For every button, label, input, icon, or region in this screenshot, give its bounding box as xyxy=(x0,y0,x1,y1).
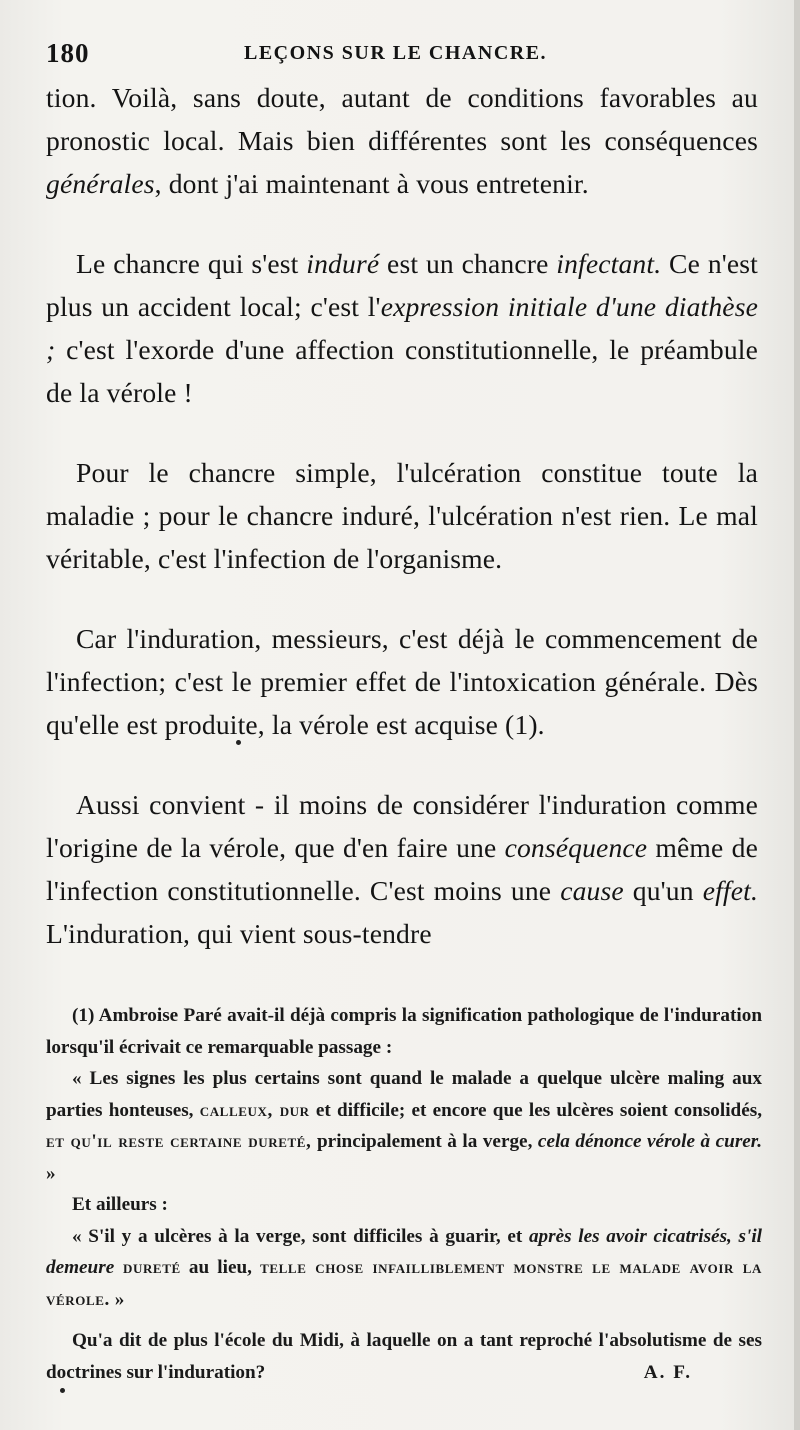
text-run: Qu'a dit de plus l'école du Midi, à laquelle on a tant reproché l'absolutisme de ses doctrines sur l'induration? xyxy=(46,1330,762,1383)
italic-run: expression initiale d'une diathèse ; xyxy=(46,291,758,365)
quote-1 xyxy=(46,1063,762,1189)
italic-run: cause xyxy=(560,875,624,906)
footnote-1: (1) Ambroise Paré avait-il déjà compris la signification pathologique de l'induration lorsqu'il écrivait ce remarquable passage : xyxy=(46,1005,762,1058)
small-caps-run: dureté xyxy=(114,1257,181,1278)
page-header xyxy=(46,38,756,70)
text-run: Aussi convient - il moins de considérer l'induration comme l'origine de la vérole, que d'en faire une xyxy=(46,789,758,863)
small-caps-run: et qu'il reste certaine dureté, xyxy=(46,1131,312,1152)
text-run: même de l'infection constitutionnelle. C'est moins une xyxy=(46,832,758,906)
italic-run: induré xyxy=(306,248,380,279)
page-number: 180 xyxy=(46,38,90,68)
italic-run: effet. xyxy=(702,875,758,906)
running-head: LEÇONS SUR LE CHANCRE. xyxy=(244,42,548,64)
quote-2 xyxy=(46,1221,762,1316)
elsewhere-line: Et ailleurs : xyxy=(72,1194,168,1215)
italic-run: générales xyxy=(46,168,155,199)
text-run: qu'un xyxy=(623,875,703,906)
italic-run: infectant. xyxy=(556,248,662,279)
text-run: L'induration, qui vient sous-tendre xyxy=(46,918,432,949)
text-run: au lieu, xyxy=(180,1257,261,1278)
page-gutter-shadow xyxy=(794,0,800,1430)
text-run: « Les signes les plus certains sont quand le malade a quelque ulcère maling aux parties honteuses, xyxy=(46,1068,762,1121)
text-run: » xyxy=(109,1288,125,1310)
italic-run: après les avoir cicatrisés, s'il demeure xyxy=(46,1225,763,1278)
small-caps-run: telle chose infailliblement monstre le malade avoir la vérole. xyxy=(46,1257,762,1310)
ink-speck xyxy=(236,740,241,745)
text-run: tion. Voilà, sans doute, autant de conditions favorables au pronostic local. Mais bien différentes sont les conséquences xyxy=(46,82,758,156)
text-run: Le chancre qui s'est xyxy=(76,248,307,279)
paragraph-5 xyxy=(46,783,758,955)
footnote xyxy=(46,1000,762,1388)
text-run: « S'il y a ulcères à la verge, sont difficiles à guarir, et xyxy=(72,1225,529,1247)
text-run: est un chancre xyxy=(379,248,557,279)
text-run: , dont j'ai maintenant à vous entretenir. xyxy=(154,168,589,199)
paragraph-4: Car l'induration, messieurs, c'est déjà le commencement de l'infection; c'est le premier effet de l'intoxication générale. Dès qu'elle est produite, la vérole est acquise (1). xyxy=(46,623,758,740)
text-run: Ce n'est plus un accident local; c'est l' xyxy=(46,248,758,322)
paragraph-2 xyxy=(46,242,758,414)
text-run: et difficile; et encore que les ulcères soient consolidés, xyxy=(309,1099,762,1121)
ink-speck xyxy=(60,1388,65,1393)
italic-run: conséquence xyxy=(504,832,648,863)
paragraph-1 xyxy=(46,76,758,205)
main-text xyxy=(46,76,758,955)
italic-run: cela dénonce vérole à curer. xyxy=(537,1131,763,1152)
paragraph-3: Pour le chancre simple, l'ulcération constitue toute la maladie ; pour le chancre induré, l'ulcération n'est rien. Le mal véritable, c'est l'infection de l'organisme. xyxy=(46,457,758,574)
small-caps-run: calleux, dur xyxy=(199,1099,310,1121)
text-run: principalement à la verge, xyxy=(311,1131,538,1152)
signature: A. F. xyxy=(643,1361,692,1383)
text-run: » xyxy=(46,1162,56,1184)
afterword xyxy=(46,1325,762,1388)
text-run: c'est l'exorde d'une affection constitutionnelle, le préambule de la vérole ! xyxy=(46,334,758,408)
